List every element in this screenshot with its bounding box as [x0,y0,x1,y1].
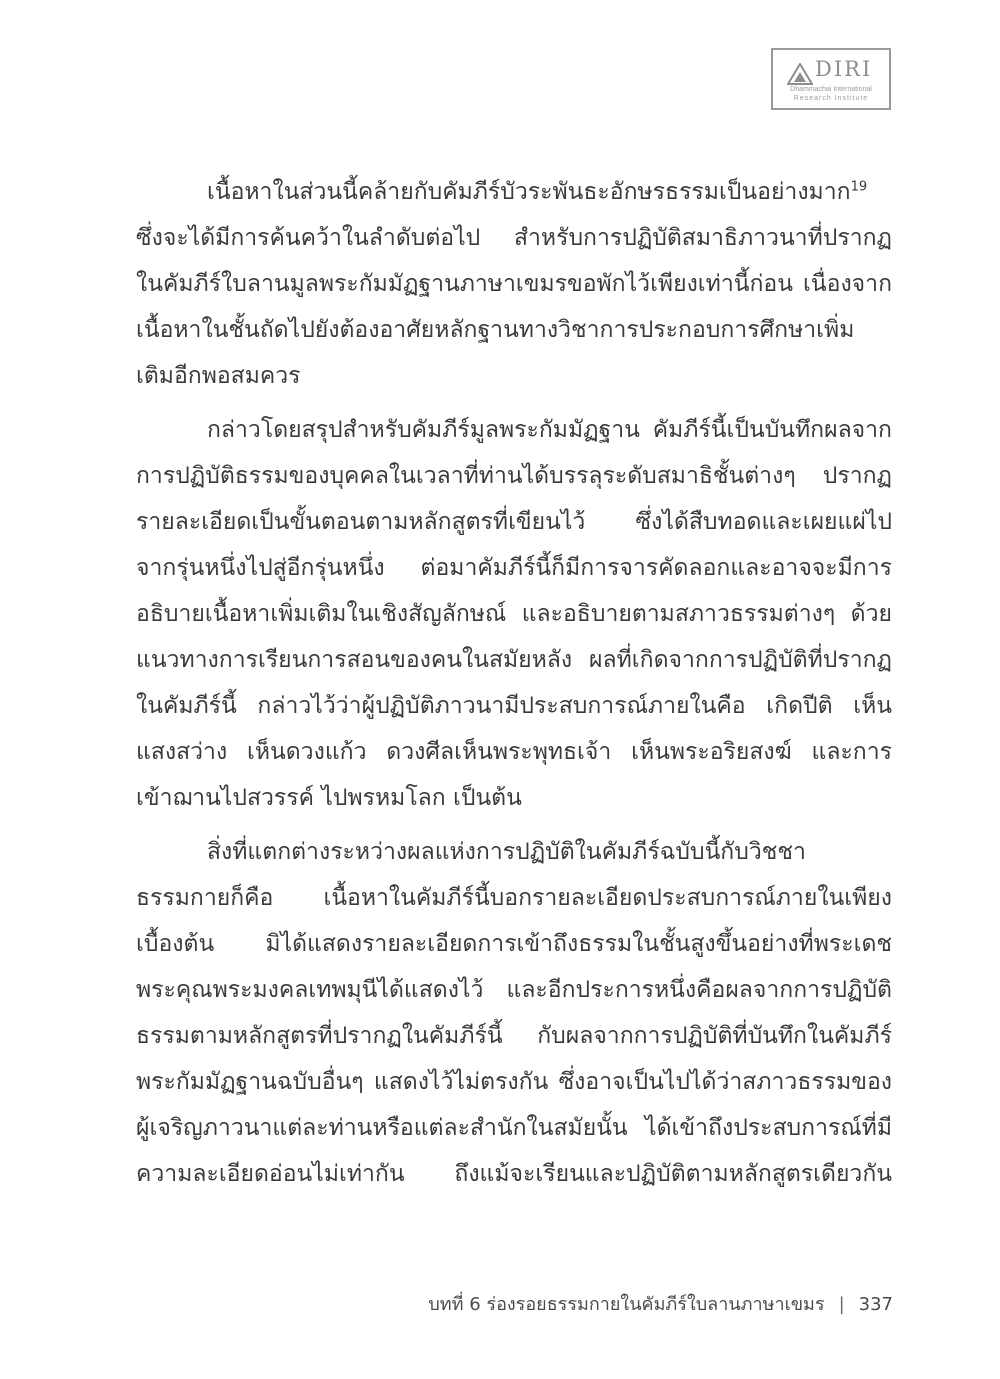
text-line: แนวทางการเรียนการสอนของคนในสมัยหลัง ผลที่เกิดจากการปฏิบัติที่ปรากฏ [136,647,892,673]
text-line: เนื้อหาในส่วนนี้คล้ายกับคัมภีร์บัวระพันธะอักษรธรรมเป็นอย่างมาก$^{19}$ [207,179,868,205]
page-number: 337 [858,1294,893,1315]
text-line: ในคัมภีร์ใบลานมูลพระกัมมัฏฐานภาษาเขมรขอพักไว้เพียงเท่านี้ก่อน เนื่องจาก [136,271,892,297]
text-line: จากรุ่นหนึ่งไปสู่อีกรุ่นหนึ่ง ต่อมาคัมภีร์นี้ก็มีการจารคัดลอกและอาจจะมีการ [136,555,892,581]
text-line: ความละเอียดอ่อนไม่เท่ากัน ถึงแม้จะเรียนและปฏิบัติตามหลักสูตรเดียวกัน [136,1161,892,1187]
text-line: รายละเอียดเป็นขั้นตอนตามหลักสูตรที่เขียนไว้ ซึ่งได้สืบทอดและเผยแผ่ไป [136,509,892,535]
logo-subtitle-line2: Research Institute [793,95,869,102]
diri-logo [771,48,891,110]
text-line: เติมอีกพอสมควร [136,363,301,389]
chapter-title: บทที่ 6 ร่องรอยธรรมกายในคัมภีร์ใบลานภาษาเขมร [428,1294,825,1315]
footnote-marker: 19 [850,179,868,195]
text-line: ธรรมตามหลักสูตรที่ปรากฏในคัมภีร์นี้ กับผลจากการปฏิบัติที่บันทึกในคัมภีร์ [136,1023,892,1049]
logo-subtitle-line1: Dhammachai International [790,86,872,93]
paragraph-1 [136,169,892,399]
text-line: สิ่งที่แตกต่างระหว่างผลแห่งการปฏิบัติในคัมภีร์ฉบับนี้กับวิชชา [207,839,806,865]
text-line: ผู้เจริญภาวนาแต่ละท่านหรือแต่ละสำนักในสมัยนั้น ได้เข้าถึงประสบการณ์ที่มี [136,1115,892,1141]
logo-name: DIRI [815,57,873,81]
text-line: กล่าวโดยสรุปสำหรับคัมภีร์มูลพระกัมมัฏฐาน คัมภีร์นี้เป็นบันทึกผลจาก [207,417,892,443]
paragraph-2 [136,407,892,821]
text-line: แสงสว่าง เห็นดวงแก้ว ดวงศีลเห็นพระพุทธเจ้า เห็นพระอริยสงฆ์ และการ [136,739,892,765]
text-line: พระคุณพระมงคลเทพมุนีได้แสดงไว้ และอีกประการหนึ่งคือผลจากการปฏิบัติ [136,977,892,1003]
text-line: อธิบายเนื้อหาเพิ่มเติมในเชิงสัญลักษณ์ และอธิบายตามสภาวธรรมต่างๆ ด้วย [136,601,892,627]
paragraph-3 [136,829,892,1197]
text-line: พระกัมมัฏฐานฉบับอื่นๆ แสดงไว้ไม่ตรงกัน ซึ่งอาจเป็นไปได้ว่าสภาวธรรมของ [136,1069,892,1095]
document-body [136,169,892,1205]
text-line: เข้าฌานไปสวรรค์ ไปพรหมโลก เป็นต้น [136,785,522,811]
text-line: เนื้อหาในชั้นถัดไปยังต้องอาศัยหลักฐานทางวิชาการประกอบการศึกษาเพิ่ม [136,317,855,343]
footer-separator: | [838,1294,845,1315]
text-line: ในคัมภีร์นี้ กล่าวไว้ว่าผู้ปฏิบัติภาวนามีประสบการณ์ภายในคือ เกิดปีติ เห็น [136,693,892,719]
page-footer [428,1290,893,1320]
triangle-logo-icon [787,63,813,85]
text-line: การปฏิบัติธรรมของบุคคลในเวลาที่ท่านได้บรรลุระดับสมาธิชั้นต่างๆ ปรากฏ [136,463,892,489]
text-line: เบื้องต้น มิได้แสดงรายละเอียดการเข้าถึงธรรมในชั้นสูงขึ้นอย่างที่พระเดช [136,931,892,957]
text-line: ธรรมกายก็คือ เนื้อหาในคัมภีร์นี้บอกรายละเอียดประสบการณ์ภายในเพียง [136,885,892,911]
text-line: ซึ่งจะได้มีการค้นคว้าในลำดับต่อไป สำหรับการปฏิบัติสมาธิภาวนาที่ปรากฏ [136,225,892,251]
